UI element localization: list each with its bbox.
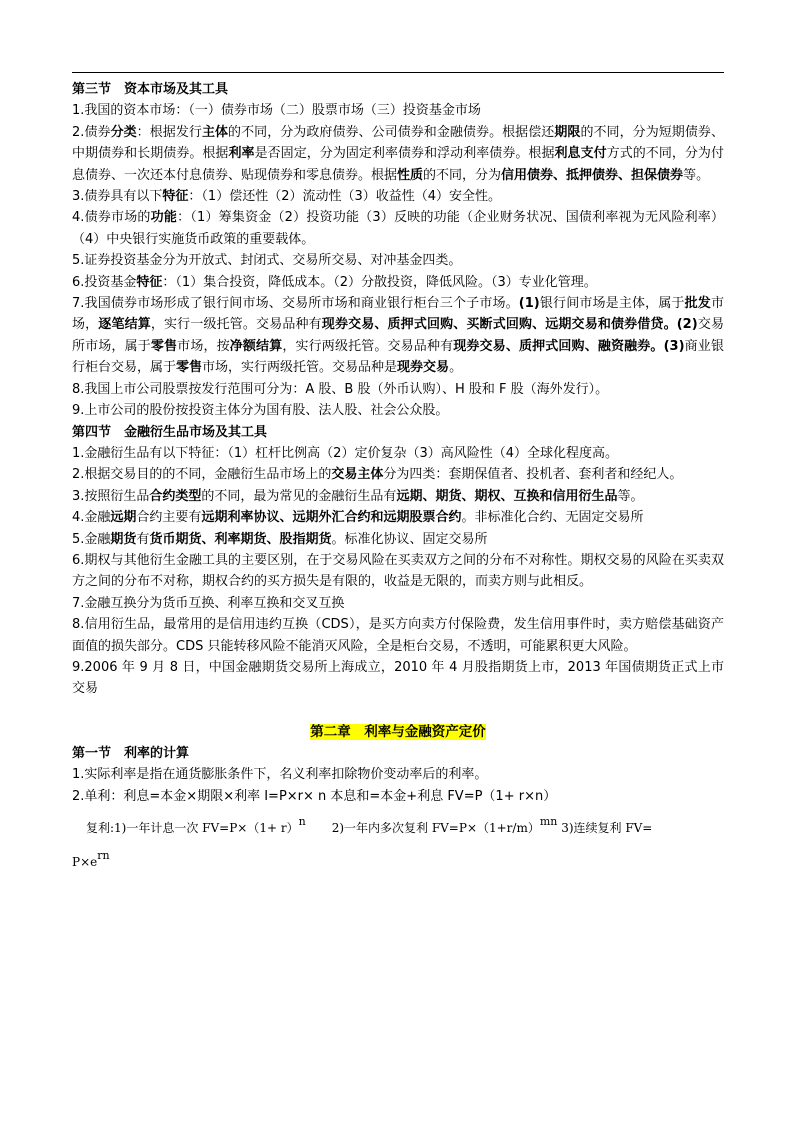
ch2-item-2: 2.单利：利息=本金×期限×利率 I=P×r× n 本息和=本金+利息 FV=P（1+ r×n） xyxy=(72,788,557,804)
sec3-item-3: 3.债券具有以下特征：（1）偿还性（2）流动性（3）收益性（4）安全性。 xyxy=(72,189,502,205)
sec4-item-2: 2.根据交易目的的不同，金融衍生品市场上的交易主体分为四类：套期保值者、投机者、套利者和经纪人。 xyxy=(72,467,683,483)
header-rule xyxy=(72,72,724,73)
sec3-item-8: 8.我国上市公司股票按发行范围可分为：A 股、B 股（外币认购）、H 股和 F 股（海外发行）。 xyxy=(72,381,609,397)
sec4-item-9: 9.2006 年 9 月 8 日，中国金融期货交易所上海成立，2010 年 4 月股指期货上市，2013 年国债期货正式上市交易 xyxy=(72,659,724,697)
sec3-item-9: 9.上市公司的股份按投资主体分为国有股、法人股、社会公众股。 xyxy=(72,403,449,419)
sec4-item-3: 3.按照衍生品合约类型的不同，最为常见的金融衍生品有远期、期货、期权、互换和信用衍生品等。 xyxy=(72,488,644,504)
section-title-3: 第三节 资本市场及其工具 xyxy=(72,82,229,97)
sec3-item-4: 4.债券市场的功能：（1）筹集资金（2）投资功能（3）反映的功能（企业财务状况、国债利率视为无风险利率）（4）中央银行实施货币政策的重要载体。 xyxy=(72,210,724,247)
section-title-ch2-1: 第一节 利率的计算 xyxy=(72,745,190,761)
compound-interest-formulas: 复利:1)一年计息一次 $FV=P\times(1+ r)^n$ 2)一年内多次复利 $FV=P\times(1+r/m)^{mn}$ 3)连续复利 FV= xyxy=(86,815,653,835)
sec3-item-1: 1.我国的资本市场：（一）债券市场（二）股票市场（三）投资基金市场 xyxy=(72,103,481,119)
sec3-item-5: 5.证券投资基金分为开放式、封闭式、交易所交易、对冲基金四类。 xyxy=(72,253,462,269)
document-body xyxy=(72,79,724,875)
sec4-item-8: 8.信用衍生品，最常用的是信用违约互换（CDS），是买方向卖方付保险费，发生信用事件时，卖方赔偿基础资产面值的损失部分。CDS 只能转移风险不能消灭风险，全是柜台交易，不透明，可能累积更大风险。 xyxy=(72,617,724,654)
sec4-item-6: 6.期权与其他衍生金融工具的主要区别，在于交易风险在买卖双方之间的分布不对称性。期权交易的风险在买卖双方之间的分布不对称，期权合约的买方损失是有限的，收益是无限的，而卖方则与此相反。 xyxy=(72,552,724,590)
sec4-item-4: 4.金融远期合约主要有远期利率协议、远期外汇合约和远期股票合约。非标准化合约、无固定交易所 xyxy=(72,510,644,526)
sec4-item-7: 7.金融互换分为货币互换、利率互换和交叉互换 xyxy=(72,595,345,611)
chapter-title: 第二章 利率与金融资产定价 xyxy=(310,723,486,740)
sec3-item-6: 6.投资基金特征：（1）集合投资，降低成本。（2）分散投资，降低风险。（3）专业化管理。 xyxy=(72,274,597,290)
sec3-item-7: 7.我国债券市场形成了银行间市场、交易所市场和商业银行柜台三个子市场。(1)银行间市场是主体，属于批发市场，逐笔结算，实行一级托管。交易品种有现券交易、质押式回购、买断式回购、远期交易和债券借贷。(2)交易所市场，属于零售市场，按净额结算，实行两级托管。交易品种有现券交易、质押式回购、融资融券。(3)商业银行柜台交易，属于零售市场，实行两级托管。交易品种是现券交易。 xyxy=(72,296,724,376)
sec4-item-1: 1.金融衍生品有以下特征：（1）杠杆比例高（2）定价复杂（3）高风险性（4）全球化程度高。 xyxy=(72,445,618,461)
sec3-item-2: 2.债券分类：根据发行主体的不同，分为政府债券、公司债券和金融债券。根据偿还期限的不同，分为短期债券、中期债券和长期债券。根据利率是否固定，分为固定利率债券和浮动利率债券。根据利息支付方式的不同，分为付息债券、一次还本付息债券、贴现债券和零息债券。根据性质的不同，分为信用债券、抵押债券、担保债券等。 xyxy=(72,124,724,183)
continuous-compound-formula: $P\times e^{rn}$ xyxy=(72,849,110,869)
sec4-item-5: 5.金融期货有货币期货、利率期货、股指期货。标准化协议、固定交易所 xyxy=(72,531,488,547)
ch2-item-1: 1.实际利率是指在通货膨胀条件下，名义利率扣除物价变动率后的利率。 xyxy=(72,767,488,783)
section-title-4: 第四节 金融衍生品市场及其工具 xyxy=(72,424,268,440)
